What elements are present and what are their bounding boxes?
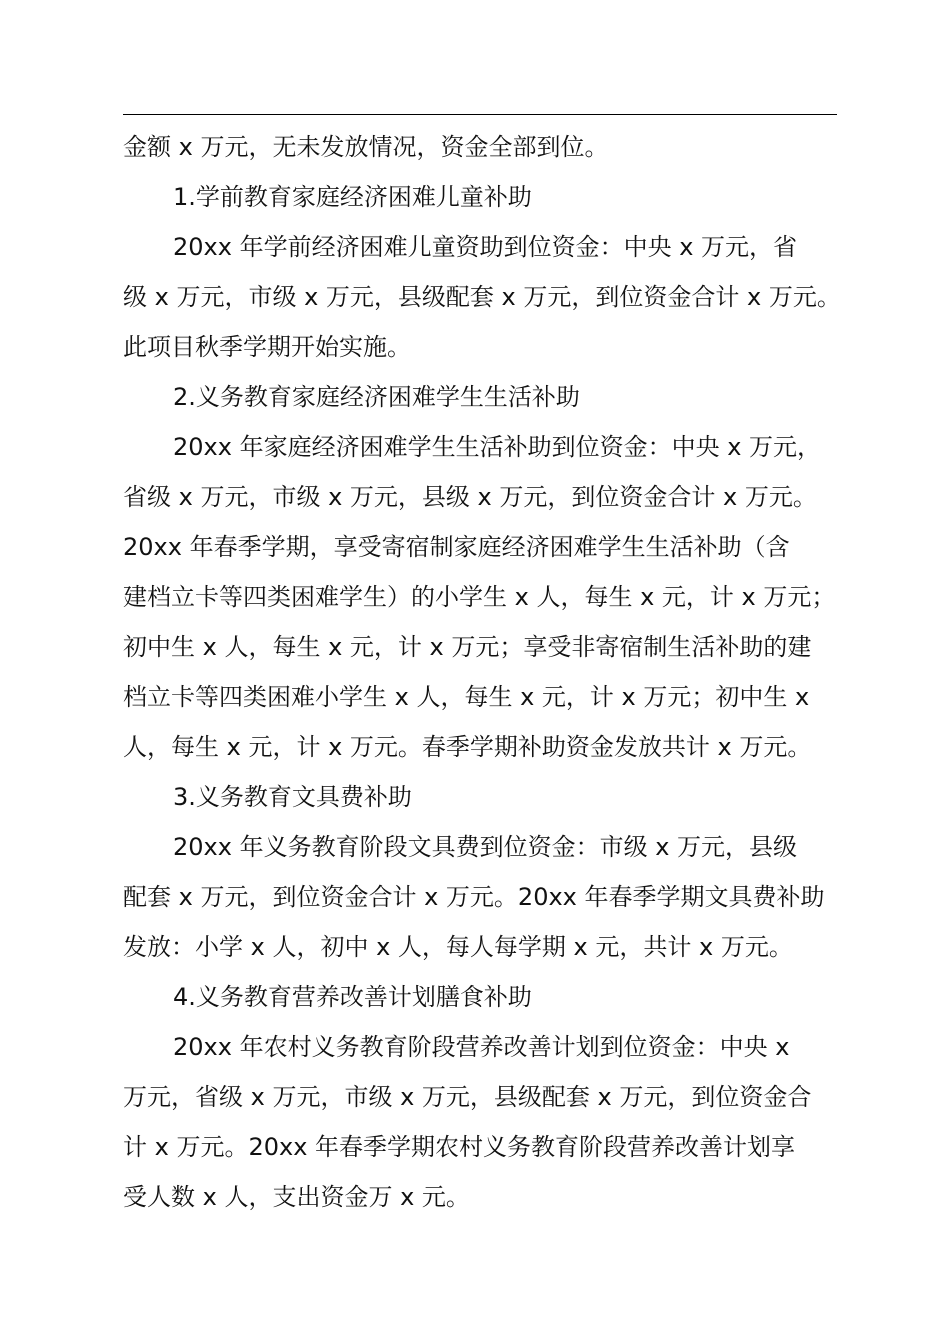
section-heading-3: 3.义务教育文具费补助 [173,783,412,811]
paragraph-line: 20xx 年农村义务教育阶段营养改善计划到位资金：中央 x [173,1033,790,1061]
paragraph-line: 初中生 x 人，每生 x 元，计 x 万元；享受非寄宿制生活补助的建 [123,633,812,661]
paragraph-line: 建档立卡等四类困难学生）的小学生 x 人，每生 x 元，计 x 万元； [123,583,836,611]
paragraph-line: 万元，省级 x 万元，市级 x 万元，县级配套 x 万元，到位资金合 [123,1083,812,1111]
paragraph-line: 配套 x 万元，到位资金合计 x 万元。20xx 年春季学期文具费补助 [123,883,825,911]
paragraph-line: 此项目秋季学期开始实施。 [123,333,411,361]
paragraph-line: 人，每生 x 元，计 x 万元。春季学期补助资金发放共计 x 万元。 [123,733,812,761]
document-body [123,122,841,1222]
paragraph-line: 省级 x 万元，市级 x 万元，县级 x 万元，到位资金合计 x 万元。 [123,483,817,511]
section-heading-4: 4.义务教育营养改善计划膳食补助 [173,983,532,1011]
section-heading-1: 1.学前教育家庭经济困难儿童补助 [173,183,532,211]
paragraph-line: 金额 x 万元，无未发放情况，资金全部到位。 [123,133,609,161]
paragraph-line: 20xx 年家庭经济困难学生生活补助到位资金：中央 x 万元， [173,433,822,461]
top-rule [123,114,837,115]
paragraph-line: 20xx 年义务教育阶段文具费到位资金：市级 x 万元，县级 [173,833,798,861]
paragraph-line: 级 x 万元，市级 x 万元，县级配套 x 万元，到位资金合计 x 万元。 [123,283,841,311]
paragraph-line: 档立卡等四类困难小学生 x 人，每生 x 元，计 x 万元；初中生 x [123,683,810,711]
paragraph-line: 计 x 万元。20xx 年春季学期农村义务教育阶段营养改善计划享 [123,1133,796,1161]
paragraph-line: 受人数 x 人，支出资金万 x 元。 [123,1183,470,1211]
paragraph-line: 发放：小学 x 人，初中 x 人，每人每学期 x 元，共计 x 万元。 [123,933,793,961]
paragraph-line: 20xx 年学前经济困难儿童资助到位资金：中央 x 万元，省 [173,233,798,261]
section-heading-2: 2.义务教育家庭经济困难学生生活补助 [173,383,580,411]
paragraph-line: 20xx 年春季学期，享受寄宿制家庭经济困难学生生活补助（含 [123,533,790,561]
